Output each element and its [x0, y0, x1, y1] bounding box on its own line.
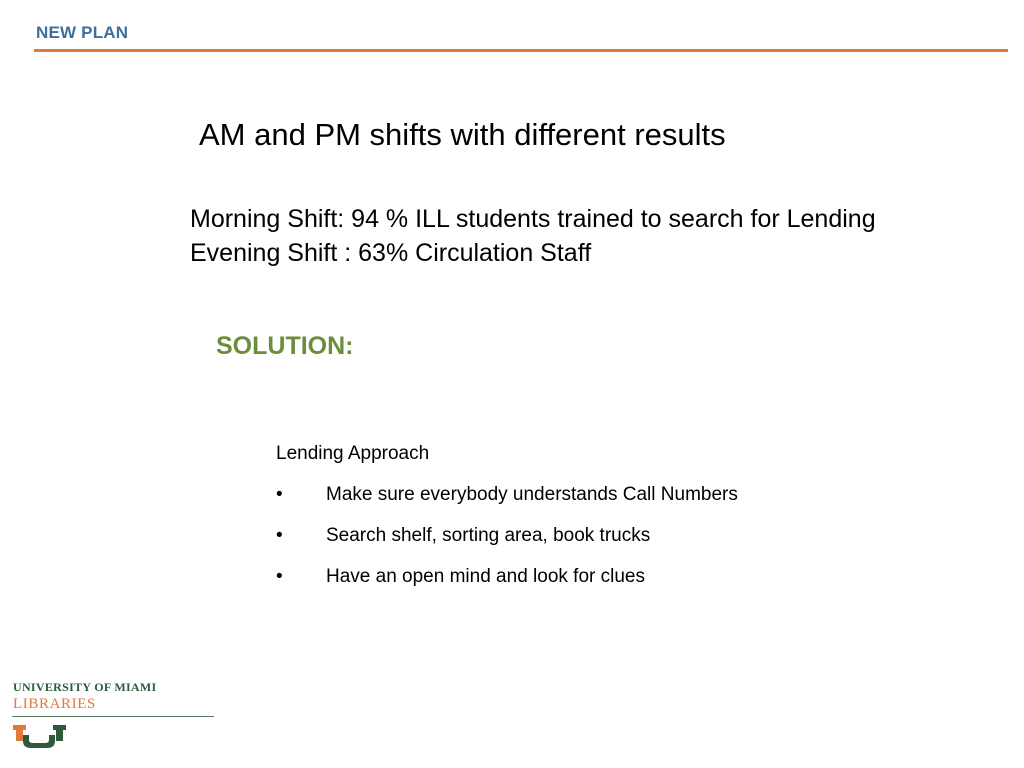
- logo-libraries-name: LIBRARIES: [13, 696, 96, 712]
- list-item: [276, 467, 738, 508]
- approach-heading: Lending Approach: [276, 443, 430, 464]
- logo-university-name: UNIVERSITY OF MIAMI: [13, 680, 157, 694]
- header-title: NEW PLAN: [36, 23, 129, 42]
- header-divider: [34, 49, 1008, 52]
- list-item-text: Make sure everybody understands Call Numbers: [326, 484, 738, 505]
- solution-heading: SOLUTION:: [216, 332, 354, 360]
- bullet-icon: •: [276, 484, 283, 505]
- shift-results: [190, 202, 876, 270]
- evening-shift-line: Evening Shift : 63% Circulation Staff: [190, 239, 592, 267]
- list-item-text: Have an open mind and look for clues: [326, 566, 645, 587]
- u-logo-icon: [13, 725, 67, 749]
- morning-shift-line: Morning Shift: 94 % ILL students trained to search for Lending: [190, 205, 876, 233]
- lending-approach: [276, 441, 738, 590]
- logo-divider: [12, 716, 214, 717]
- bullet-icon: •: [276, 525, 283, 546]
- list-item: [276, 508, 651, 549]
- bullet-icon: •: [276, 566, 283, 587]
- university-logo: [12, 678, 217, 754]
- list-item: [276, 549, 645, 590]
- slide-title: AM and PM shifts with different results: [199, 117, 726, 152]
- list-item-text: Search shelf, sorting area, book trucks: [326, 525, 651, 546]
